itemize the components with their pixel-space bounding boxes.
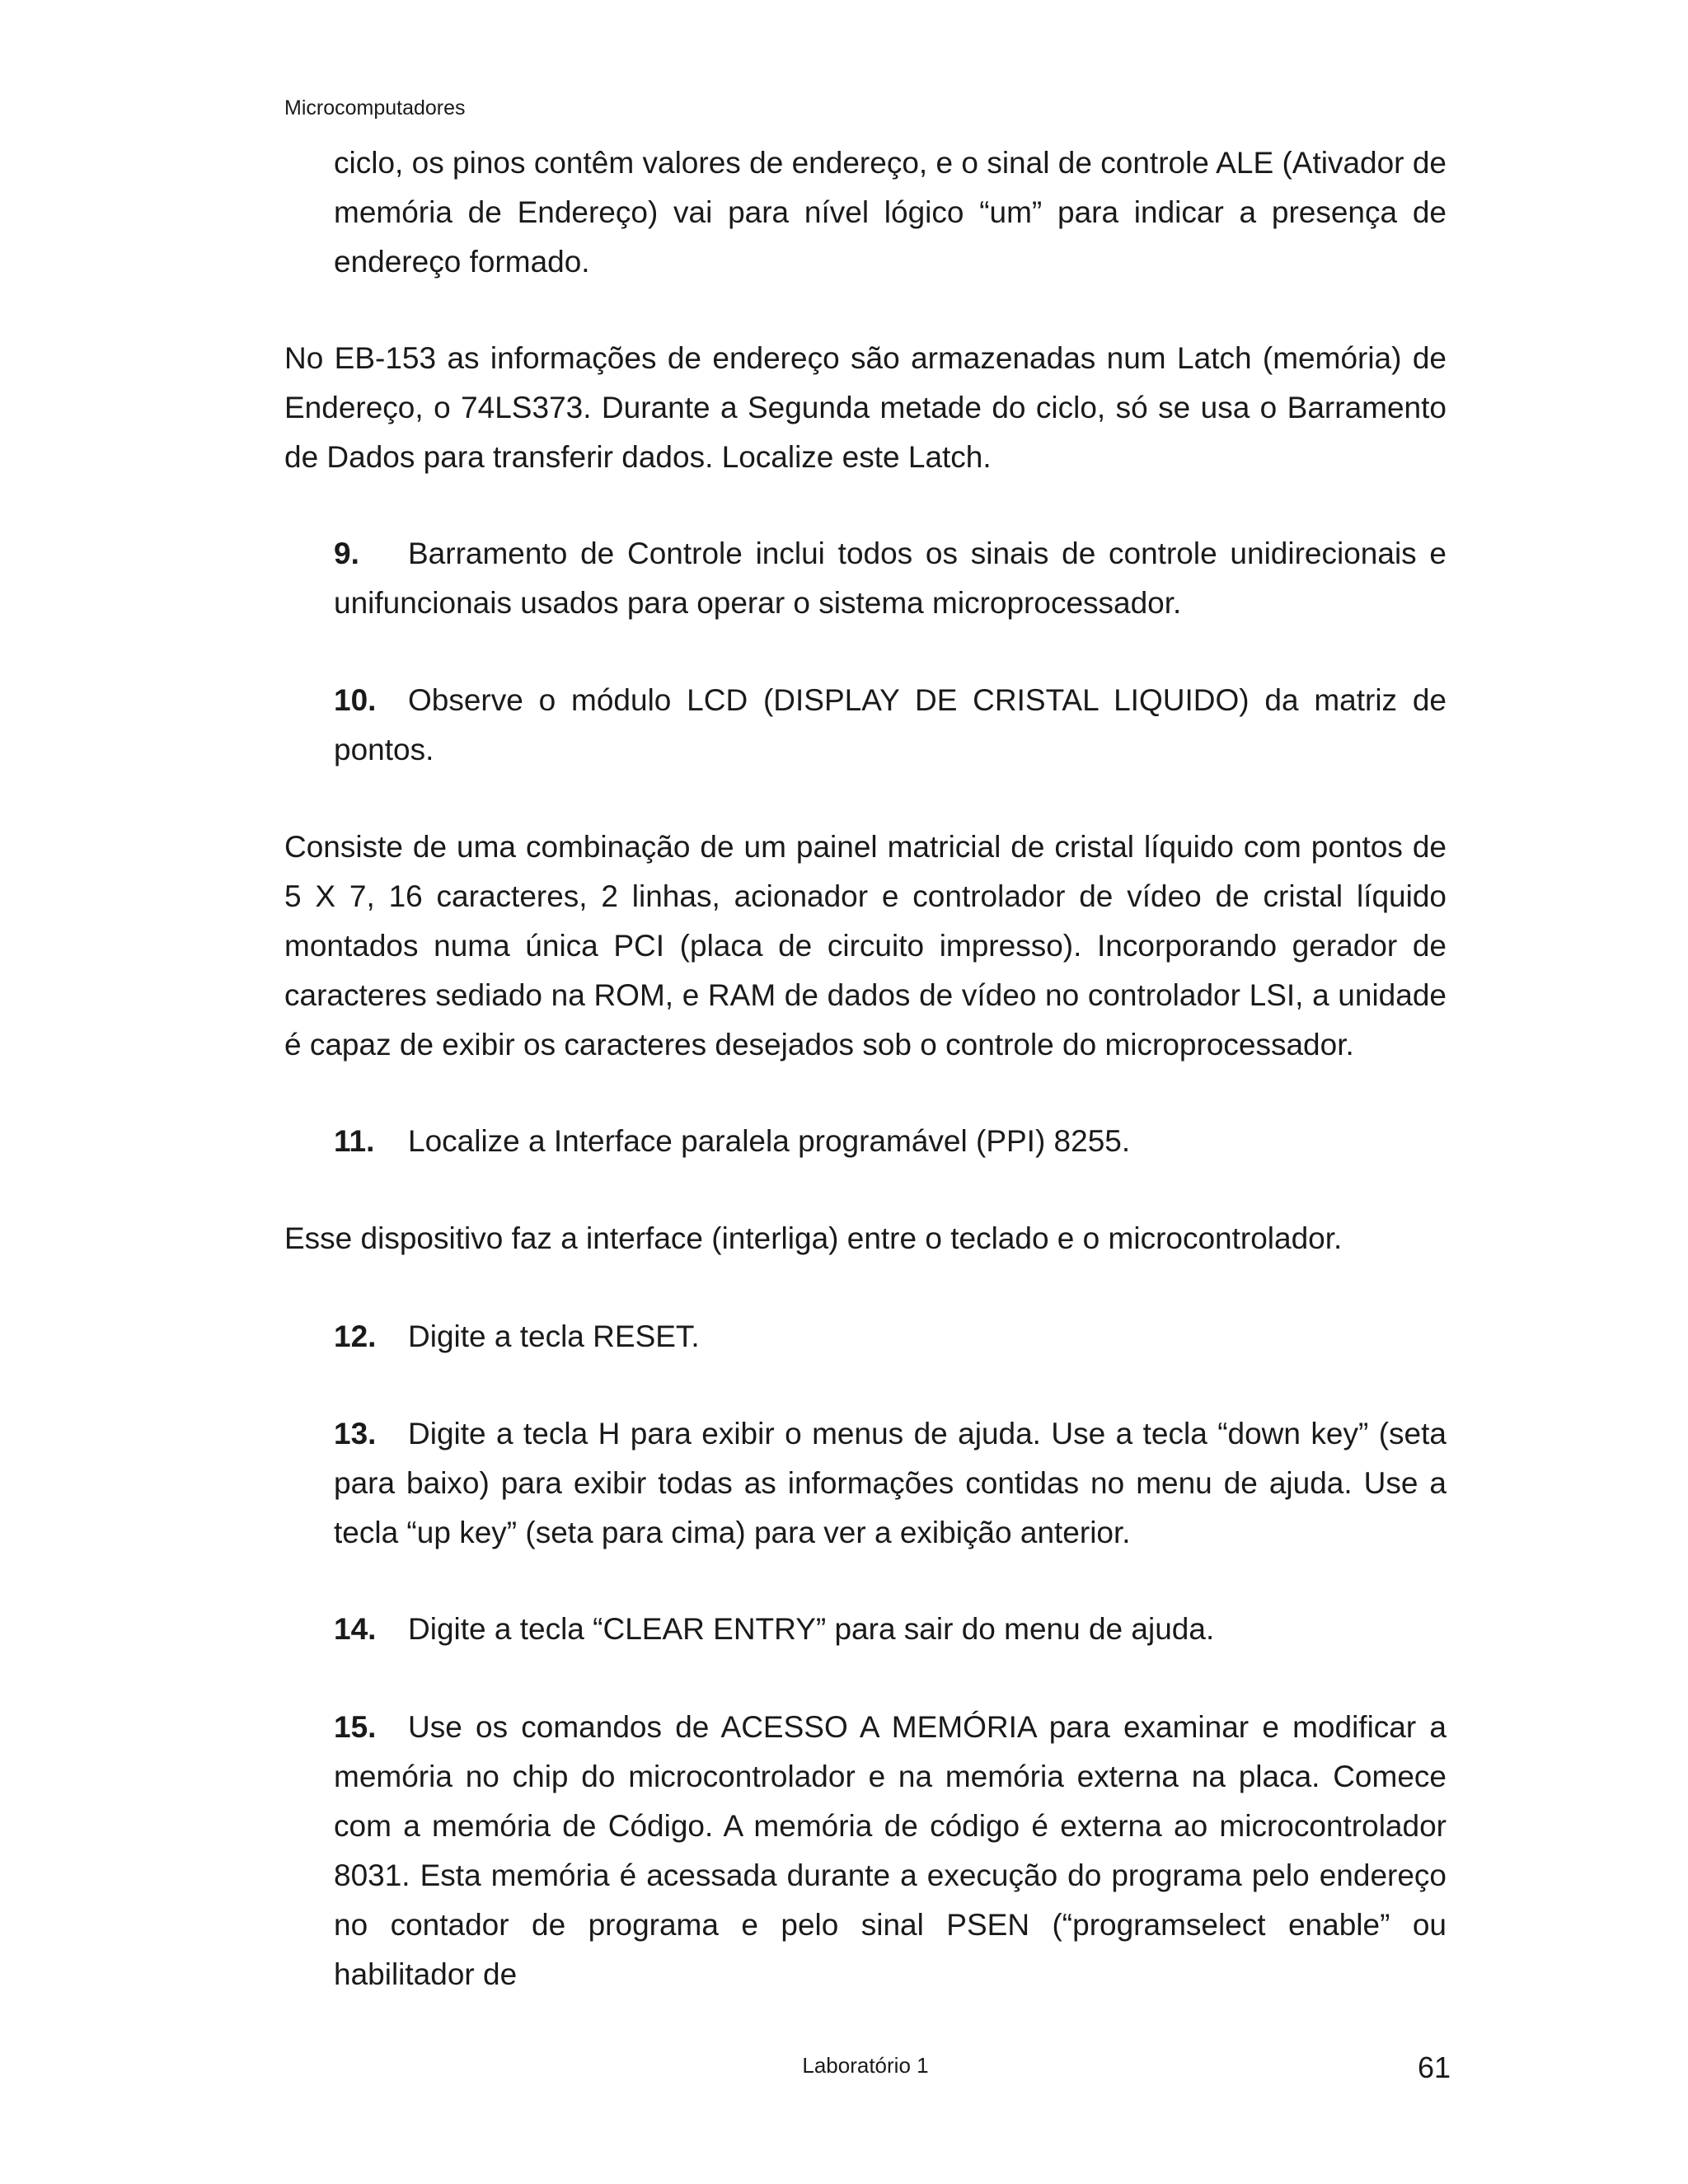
footer-label: Laboratório 1 <box>802 2053 929 2078</box>
item-number: 15. <box>334 1710 377 1744</box>
list-item-9 <box>334 529 1447 628</box>
item-text: Digite a tecla RESET. <box>408 1319 700 1353</box>
item-number: 14. <box>334 1612 377 1646</box>
paragraph-text: Consiste de uma combinação de um painel matricial de cristal líquido com pontos de 5 X 7, 16 caracteres, 2 linhas, acionador e controlador de vídeo de cristal líquido montados numa única PCI (placa de circuito impresso). Incorporando gerador de caracteres sediado na ROM, e RAM de dados de vídeo no controlador LSI, a unidade é capaz de exibir os caracteres desejados sob o controle do microprocessador. <box>284 830 1447 1062</box>
item-text: Barramento de Controle inclui todos os sinais de controle unidirecionais e unifuncionais usados para operar o sistema microprocessador. <box>334 537 1447 620</box>
paragraph-continuation <box>334 138 1447 287</box>
item-text: Use os comandos de ACESSO A MEMÓRIA para examinar e modificar a memória no chip do microcontrolador e na memória externa na placa. Comece com a memória de Código. A memória de código é externa ao microcontrolador 8031. Esta memória é acessada durante a execução do programa pelo endereço no contador de programa e pelo sinal PSEN (“programselect enable” ou habilitador de <box>334 1710 1447 1991</box>
list-item-13 <box>334 1409 1447 1558</box>
paragraph-ppi <box>284 1214 1447 1263</box>
list-item-15 <box>334 1703 1447 1999</box>
list-item-11 <box>334 1117 1447 1166</box>
item-text: Localize a Interface paralela programável (PPI) 8255. <box>408 1124 1131 1158</box>
item-number: 10. <box>334 683 377 717</box>
item-number: 9. <box>334 537 359 570</box>
item-text: Digite a tecla “CLEAR ENTRY” para sair do menu de ajuda. <box>408 1612 1215 1646</box>
item-number: 12. <box>334 1319 377 1353</box>
item-number: 13. <box>334 1417 377 1451</box>
paragraph-text: No EB-153 as informações de endereço são armazenadas num Latch (memória) de Endereço, o 74LS373. Durante a Segunda metade do ciclo, só se usa o Barramento de Dados para transferir dados. Localize este Latch. <box>284 341 1447 474</box>
paragraph-text: Esse dispositivo faz a interface (interliga) entre o teclado e o microcontrolador. <box>284 1221 1343 1255</box>
item-text: Observe o módulo LCD (DISPLAY DE CRISTAL LIQUIDO) da matriz de pontos. <box>334 683 1447 766</box>
running-header: Microcomputadores <box>284 96 466 120</box>
item-text: Digite a tecla H para exibir o menus de ajuda. Use a tecla “down key” (seta para baixo) para exibir todas as informações contidas no menu de ajuda. Use a tecla “up key” (seta para cima) para ver a exibição anterior. <box>334 1417 1447 1549</box>
paragraph-latch <box>284 334 1447 482</box>
paragraph-text: ciclo, os pinos contêm valores de endereço, e o sinal de controle ALE (Ativador de memória de Endereço) vai para nível lógico “um” para indicar a presença de endereço formado. <box>334 146 1447 279</box>
item-number: 11. <box>334 1124 375 1158</box>
paragraph-lcd <box>284 823 1447 1070</box>
list-item-14 <box>334 1605 1447 1654</box>
list-item-10 <box>334 676 1447 775</box>
list-item-12 <box>334 1312 1447 1361</box>
page-number: 61 <box>1417 2050 1451 2084</box>
